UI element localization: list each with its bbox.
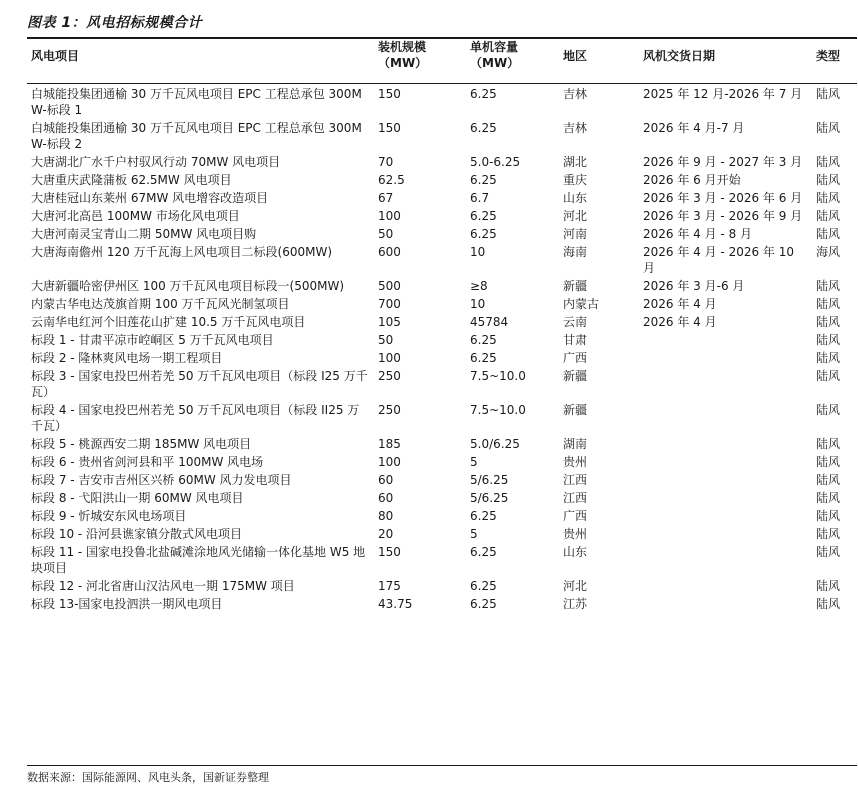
cell-type: 陆风: [816, 491, 841, 505]
table-row: [27, 170, 857, 188]
cell-delivery: 2026 年 4 月 - 2026 年 10 月: [643, 245, 795, 275]
cell-unit-capacity: 7.5~10.0: [470, 403, 526, 417]
cell-type: 陆风: [816, 191, 841, 205]
table-row: [27, 294, 857, 312]
cell-region: 吉林: [563, 87, 588, 101]
cell-region: 内蒙古: [563, 297, 600, 311]
cell-delivery: [639, 400, 812, 434]
cell-region: 山东: [563, 191, 588, 205]
cell-capacity: 185: [378, 437, 401, 451]
cell-capacity: 600: [378, 245, 401, 259]
cell-type: 陆风: [816, 279, 841, 293]
cell-capacity: 43.75: [378, 597, 413, 611]
cell-capacity: 250: [378, 403, 401, 417]
cell-delivery: 2026 年 3 月 - 2026 年 6 月: [643, 191, 803, 205]
cell-unit-capacity: 10: [470, 245, 486, 259]
cell-region: 山东: [563, 545, 588, 559]
cell-delivery: 2026 年 3 月 - 2026 年 9 月: [643, 209, 803, 223]
cell-type: 陆风: [816, 509, 841, 523]
cell-type: 陆风: [816, 87, 841, 101]
cell-type: 陆风: [816, 473, 841, 487]
cell-capacity: 60: [378, 491, 394, 505]
cell-type: 陆风: [816, 597, 841, 611]
cell-project: 标段 9 - 忻城安东风电场项目: [31, 509, 187, 523]
table-row: [27, 118, 857, 152]
cell-delivery: [639, 594, 812, 612]
cell-unit-capacity: 5.0-6.25: [470, 155, 521, 169]
cell-project: 大唐海南儋州 120 万千瓦海上风电项目二标段(600MW): [31, 245, 333, 259]
bottom-rule: [27, 765, 857, 766]
cell-unit-capacity: 5.0/6.25: [470, 437, 520, 451]
cell-project: 内蒙古华电达茂旗首期 100 万千瓦风光制氢项目: [31, 297, 290, 311]
source-note: 数据来源：国际能源网、风电头条，国新证券整理: [27, 771, 269, 784]
cell-type: 陆风: [816, 155, 841, 169]
cell-delivery: [639, 348, 812, 366]
table-row: [27, 400, 857, 434]
cell-capacity: 67: [378, 191, 394, 205]
cell-delivery: [639, 506, 812, 524]
cell-project: 大唐新疆哈密伊州区 100 万千瓦风电项目标段一(500MW): [31, 279, 345, 293]
cell-unit-capacity: ≥8: [470, 279, 488, 293]
figure-title: 图表 1：风电招标规模合计: [27, 15, 203, 31]
cell-region: 重庆: [563, 173, 588, 187]
cell-unit-capacity: 5/6.25: [470, 473, 509, 487]
table-body: [27, 84, 857, 613]
cell-region: 河南: [563, 227, 588, 241]
cell-unit-capacity: 6.25: [470, 509, 497, 523]
cell-region: 海南: [563, 245, 588, 259]
cell-project: 标段 11 - 国家电投鲁北盐碱滩涂地风光储输一体化基地 W5 地块项目: [31, 545, 366, 575]
cell-type: 陆风: [816, 579, 841, 593]
cell-delivery: [639, 542, 812, 576]
cell-capacity: 20: [378, 527, 394, 541]
cell-capacity: 62.5: [378, 173, 405, 187]
cell-unit-capacity: 6.25: [470, 87, 497, 101]
cell-region: 江苏: [563, 597, 588, 611]
cell-unit-capacity: 6.25: [470, 121, 497, 135]
table-row: [27, 224, 857, 242]
table-row: [27, 348, 857, 366]
cell-delivery: [639, 366, 812, 400]
cell-type: 陆风: [816, 351, 841, 365]
cell-region: 贵州: [563, 455, 588, 469]
cell-region: 湖南: [563, 437, 588, 451]
cell-region: 新疆: [563, 369, 588, 383]
cell-capacity: 80: [378, 509, 394, 523]
cell-project: 白城能投集团通榆 30 万千瓦风电项目 EPC 工程总承包 300MW-标段 2: [31, 121, 362, 151]
table-row: [27, 524, 857, 542]
cell-unit-capacity: 5: [470, 527, 478, 541]
cell-region: 江西: [563, 491, 588, 505]
cell-delivery: [639, 524, 812, 542]
table-row: [27, 452, 857, 470]
cell-type: 陆风: [816, 527, 841, 541]
header-region: 地区: [563, 49, 588, 63]
cell-type: 陆风: [816, 315, 841, 329]
cell-unit-capacity: 45784: [470, 315, 509, 329]
cell-project: 大唐河北高邑 100MW 市场化风电项目: [31, 209, 240, 223]
cell-capacity: 60: [378, 473, 394, 487]
cell-type: 陆风: [816, 333, 841, 347]
cell-region: 新疆: [563, 403, 588, 417]
cell-region: 吉林: [563, 121, 588, 135]
table-header-row: [27, 39, 857, 84]
cell-type: 陆风: [816, 209, 841, 223]
header-unit-capacity: 单机容量（MW）: [470, 40, 520, 70]
cell-unit-capacity: 6.25: [470, 579, 497, 593]
cell-delivery: [639, 470, 812, 488]
table-row: [27, 366, 857, 400]
table-row: [27, 594, 857, 612]
table-row: [27, 542, 857, 576]
cell-unit-capacity: 6.25: [470, 227, 497, 241]
cell-capacity: 105: [378, 315, 401, 329]
cell-unit-capacity: 5/6.25: [470, 491, 509, 505]
cell-type: 陆风: [816, 173, 841, 187]
cell-project: 标段 6 - 贵州省剑河县和平 100MW 风电场: [31, 455, 264, 469]
cell-delivery: [639, 330, 812, 348]
cell-region: 广西: [563, 351, 588, 365]
table-row: [27, 488, 857, 506]
cell-project: 大唐桂冠山东莱州 67MW 风电增容改造项目: [31, 191, 269, 205]
cell-delivery: [639, 434, 812, 452]
cell-unit-capacity: 6.25: [470, 173, 497, 187]
cell-delivery: [639, 488, 812, 506]
cell-region: 广西: [563, 509, 588, 523]
cell-type: 海风: [816, 245, 841, 259]
wind-tender-table: [27, 39, 857, 612]
cell-region: 江西: [563, 473, 588, 487]
cell-unit-capacity: 5: [470, 455, 478, 469]
cell-type: 陆风: [816, 227, 841, 241]
cell-capacity: 500: [378, 279, 401, 293]
cell-delivery: 2026 年 6 月开始: [643, 173, 741, 187]
cell-project: 标段 10 - 沿河县谯家镇分散式风电项目: [31, 527, 243, 541]
cell-capacity: 150: [378, 545, 401, 559]
table-row: [27, 84, 857, 119]
cell-delivery: 2026 年 4 月: [643, 297, 717, 311]
cell-region: 河北: [563, 579, 588, 593]
cell-capacity: 175: [378, 579, 401, 593]
cell-unit-capacity: 6.25: [470, 333, 497, 347]
cell-delivery: [639, 576, 812, 594]
table-row: [27, 330, 857, 348]
cell-capacity: 100: [378, 209, 401, 223]
table-row: [27, 242, 857, 276]
cell-project: 标段 4 - 国家电投巴州若羌 50 万千瓦风电项目（标段 II25 万千瓦）: [31, 403, 360, 433]
cell-delivery: [639, 452, 812, 470]
cell-project: 标段 5 - 桃源西安二期 185MW 风电项目: [31, 437, 252, 451]
cell-region: 新疆: [563, 279, 588, 293]
cell-type: 陆风: [816, 403, 841, 417]
cell-capacity: 150: [378, 87, 401, 101]
cell-project: 大唐重庆武隆蒲板 62.5MW 风电项目: [31, 173, 232, 187]
cell-type: 陆风: [816, 437, 841, 451]
table-row: [27, 312, 857, 330]
cell-unit-capacity: 6.25: [470, 351, 497, 365]
cell-region: 贵州: [563, 527, 588, 541]
cell-unit-capacity: 6.7: [470, 191, 490, 205]
cell-capacity: 700: [378, 297, 401, 311]
cell-type: 陆风: [816, 455, 841, 469]
cell-type: 陆风: [816, 545, 841, 559]
cell-capacity: 50: [378, 227, 394, 241]
table-row: [27, 206, 857, 224]
cell-project: 大唐河南灵宝青山二期 50MW 风电项目购: [31, 227, 257, 241]
cell-capacity: 100: [378, 455, 401, 469]
cell-delivery: 2026 年 9 月 - 2027 年 3 月: [643, 155, 803, 169]
cell-unit-capacity: 6.25: [470, 209, 497, 223]
cell-project: 大唐湖北广水千户村驭风行动 70MW 风电项目: [31, 155, 281, 169]
table-row: [27, 470, 857, 488]
cell-capacity: 250: [378, 369, 401, 383]
cell-capacity: 50: [378, 333, 394, 347]
table-row: [27, 576, 857, 594]
cell-project: 标段 1 - 甘肃平凉市崆峒区 5 万千瓦风电项目: [31, 333, 274, 347]
cell-project: 白城能投集团通榆 30 万千瓦风电项目 EPC 工程总承包 300MW-标段 1: [31, 87, 362, 117]
cell-capacity: 150: [378, 121, 401, 135]
cell-project: 标段 8 - 弋阳洪山一期 60MW 风电项目: [31, 491, 244, 505]
cell-delivery: 2026 年 3 月-6 月: [643, 279, 745, 293]
table-row: [27, 506, 857, 524]
cell-project: 标段 12 - 河北省唐山汉沽风电一期 175MW 项目: [31, 579, 295, 593]
cell-unit-capacity: 6.25: [470, 545, 497, 559]
cell-delivery: 2026 年 4 月 - 8 月: [643, 227, 753, 241]
cell-type: 陆风: [816, 369, 841, 383]
cell-region: 云南: [563, 315, 588, 329]
cell-unit-capacity: 10: [470, 297, 486, 311]
cell-project: 标段 3 - 国家电投巴州若羌 50 万千瓦风电项目（标段 I25 万千瓦）: [31, 369, 368, 399]
cell-project: 标段 2 - 隆林爽风电场一期工程项目: [31, 351, 223, 365]
cell-capacity: 100: [378, 351, 401, 365]
cell-region: 甘肃: [563, 333, 588, 347]
cell-delivery: 2025 年 12 月-2026 年 7 月: [643, 87, 803, 101]
cell-project: 云南华电红河个旧莲花山扩建 10.5 万千瓦风电项目: [31, 315, 306, 329]
header-project: 风电项目: [31, 49, 80, 63]
table-row: [27, 276, 857, 294]
header-delivery: 风机交货日期: [643, 49, 716, 63]
cell-project: 标段 7 - 吉安市吉州区兴桥 60MW 风力发电项目: [31, 473, 292, 487]
cell-region: 河北: [563, 209, 588, 223]
header-capacity: 装机规模（MW）: [378, 40, 428, 70]
cell-delivery: 2026 年 4 月-7 月: [643, 121, 745, 135]
cell-capacity: 70: [378, 155, 394, 169]
cell-project: 标段 13-国家电投泗洪一期风电项目: [31, 597, 223, 611]
cell-region: 湖北: [563, 155, 588, 169]
table-row: [27, 152, 857, 170]
table-row: [27, 434, 857, 452]
cell-unit-capacity: 7.5~10.0: [470, 369, 526, 383]
cell-delivery: 2026 年 4 月: [643, 315, 717, 329]
table-row: [27, 188, 857, 206]
cell-unit-capacity: 6.25: [470, 597, 497, 611]
cell-type: 陆风: [816, 297, 841, 311]
header-type: 类型: [816, 49, 841, 63]
cell-type: 陆风: [816, 121, 841, 135]
